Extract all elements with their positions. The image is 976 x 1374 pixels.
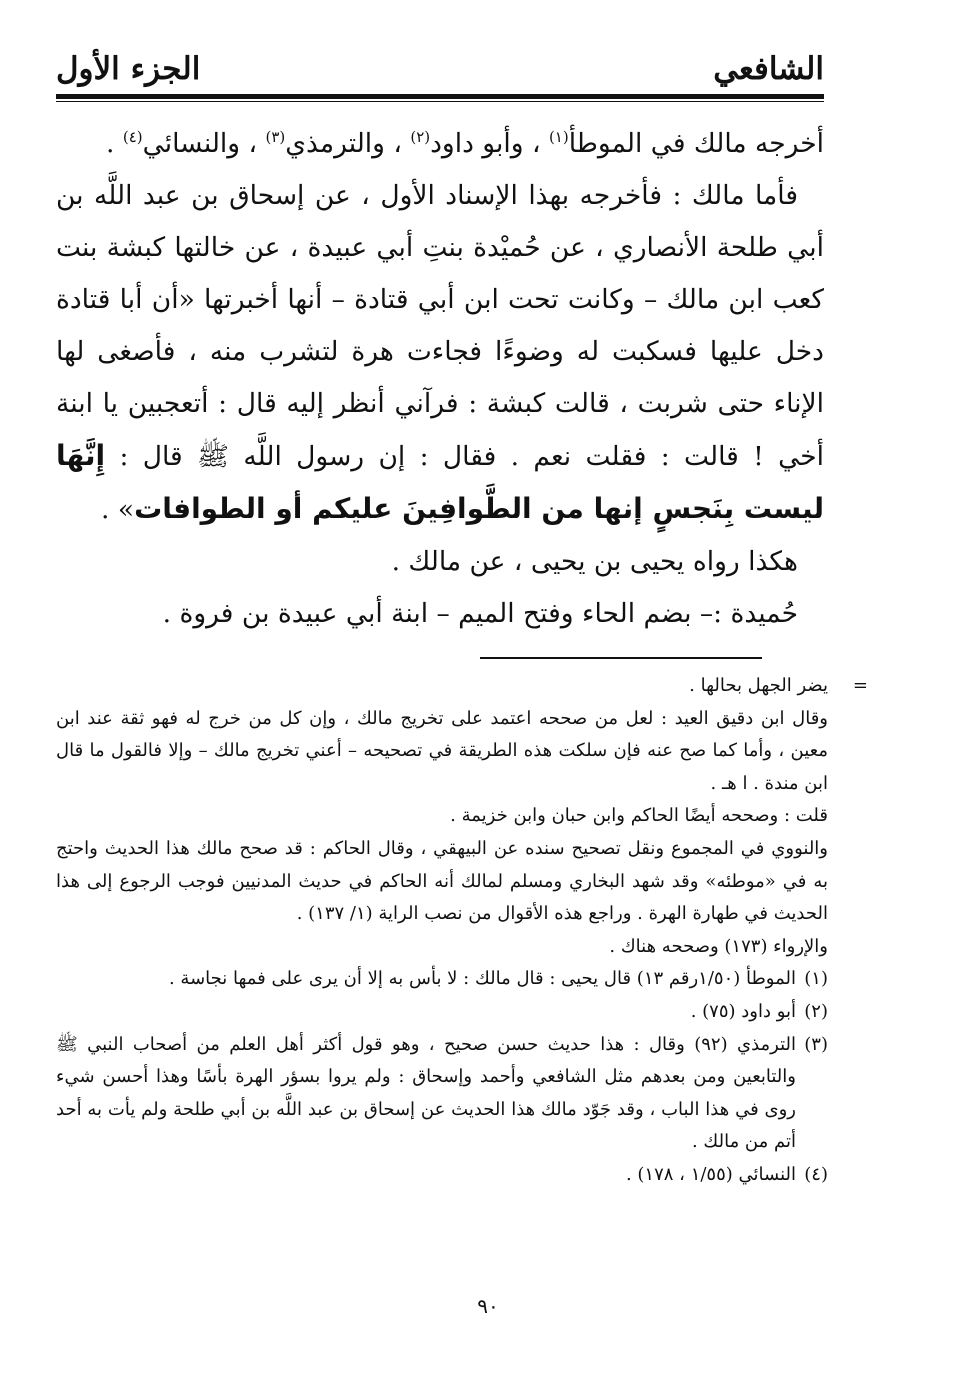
paragraph-malik-narration [56,170,824,536]
text-span: ، والترمذي [285,128,411,159]
footnote-ref-1: (١) [548,128,569,147]
footnote-number: (١) [804,968,828,990]
hadith-text: إِنَّهَا ليست بِنَجسٍ إنها من الطَّوافِينَ عليكم أو الطوافات [56,439,824,525]
footnote-text: النسائي (١/٥٥ ، ١٧٨) . [625,1163,796,1185]
footnote-text: أبو داود (٧٥) . [690,1000,796,1022]
paragraph-yahya: هكذا رواه يحيى بن يحيى ، عن مالك . [391,546,798,577]
footnote-3 [56,1029,828,1159]
header-rule-thick [56,94,824,99]
footnote-ref-3: (٣) [265,128,286,147]
narration-text: فأما مالك : فأخرجه بهذا الإسناد الأول ، عن إسحاق بن عبد اللَّه بن أبي طلحة الأنصاري ، عن حُميْدة بنتِ أبي عبيدة ، عن خالتها كبشة بنت كعب ابن مالك – وكانت تحت ابن أبي قتادة – أنها أخبرتها «أن أبا قتادة دخل عليها فسكبت له وضوءًا فجاءت هرة لتشرب منه ، فأصغى لها الإناء حتى شربت ، قالت كبشة : فرآني أنظر إليه قال : أتعجبين يا ابنة أخي ! قالت : فقلت نعم . فقال : إن رسول اللَّه ﷺ قال : [56,180,824,472]
footnote-text: وقال ابن دقيق العيد : لعل من صححه اعتمد على تخريج مالك ، وإن كل من خرج له فهو ثقة عند ابن معين ، وأما كما صح عنه فإن سلكت هذه الطريقة في تصحيحه – أعني تخريج مالك – وإلا فالقول ما قال ابن مندة . ا هـ . [56,707,828,794]
footnote-ref-2: (٢) [410,128,431,147]
footnote-4 [56,1159,828,1192]
footnote-number: (٤) [804,1163,828,1185]
header-rule-thin [56,101,824,102]
footnote-text: قلت : وصححه أيضًا الحاكم وابن حبان وابن خزيمة . [450,805,828,827]
closing-quote: » . [101,494,135,525]
footnote-text: الترمذي (٩٢) وقال : هذا حديث حسن صحيح ، وهو قول أكثر أهل العلم من أصحاب النبي ﷺ والتابعين ومن بعدهم مثل الشافعي وأحمد وإسحاق : ولم يروا بسؤر الهرة بأسًا وهذا أحسن شيء روى في هذا الباب ، وقد جَوّد مالك هذا الحديث عن إسحاق بن عبد اللَّه بن أبي طلحة ولم يأت به أحد أتم من مالك . [56,1033,797,1153]
footnote-separator [480,657,762,659]
running-head [56,48,824,90]
paragraph-humayda: حُميدة :– بضم الحاء وفتح الميم – ابنة أبي عبيدة بن فروة . [162,598,798,629]
footnote-text: والإرواء (١٧٣) وصححه هناك . [609,935,828,957]
main-text [56,118,824,640]
text-span: ، والنسائي [142,128,266,159]
text-span: أخرجه مالك في الموطأ [568,128,824,159]
footnote-text: والنووي في المجموع ونقل تصحيح سنده عن البيهقي ، وقال الحاكم : قد صحح مالك هذا الحديث واحتج به في «موطئه» وقد شهد البخاري ومسلم لمالك أنه الحاكم في حديث المدنيين فوجب الرجوع إلى هذا الحديث في طهارة الهرة . وراجع هذه الأقوال من نصب الراية (١/ ١٣٧) . [56,837,828,925]
text-span: ، وأبو داود [430,128,549,159]
footnote-ref-4: (٤) [122,128,143,147]
paragraph-sources [56,118,824,170]
continuation-mark: = [852,675,868,696]
book-title: الشافعي [713,51,824,87]
footnote-number: (٢) [804,1000,828,1022]
page-number: ٩٠ [477,1294,499,1318]
footnote-2 [56,996,828,1029]
footnote-1 [56,963,828,996]
footnotes [56,670,868,1192]
footnote-text: يضر الجهل بحالها . [689,675,828,696]
footnote-continuation [56,670,868,963]
footnote-number: (٣) [804,1033,828,1055]
volume-label: الجزء الأول [56,51,201,87]
text-span: . [106,128,123,159]
footnote-text: الموطأ (١/٥٠رقم ١٣) قال يحيى : قال مالك : لا بأس به إلا أن يرى على فمها نجاسة . [168,968,796,990]
